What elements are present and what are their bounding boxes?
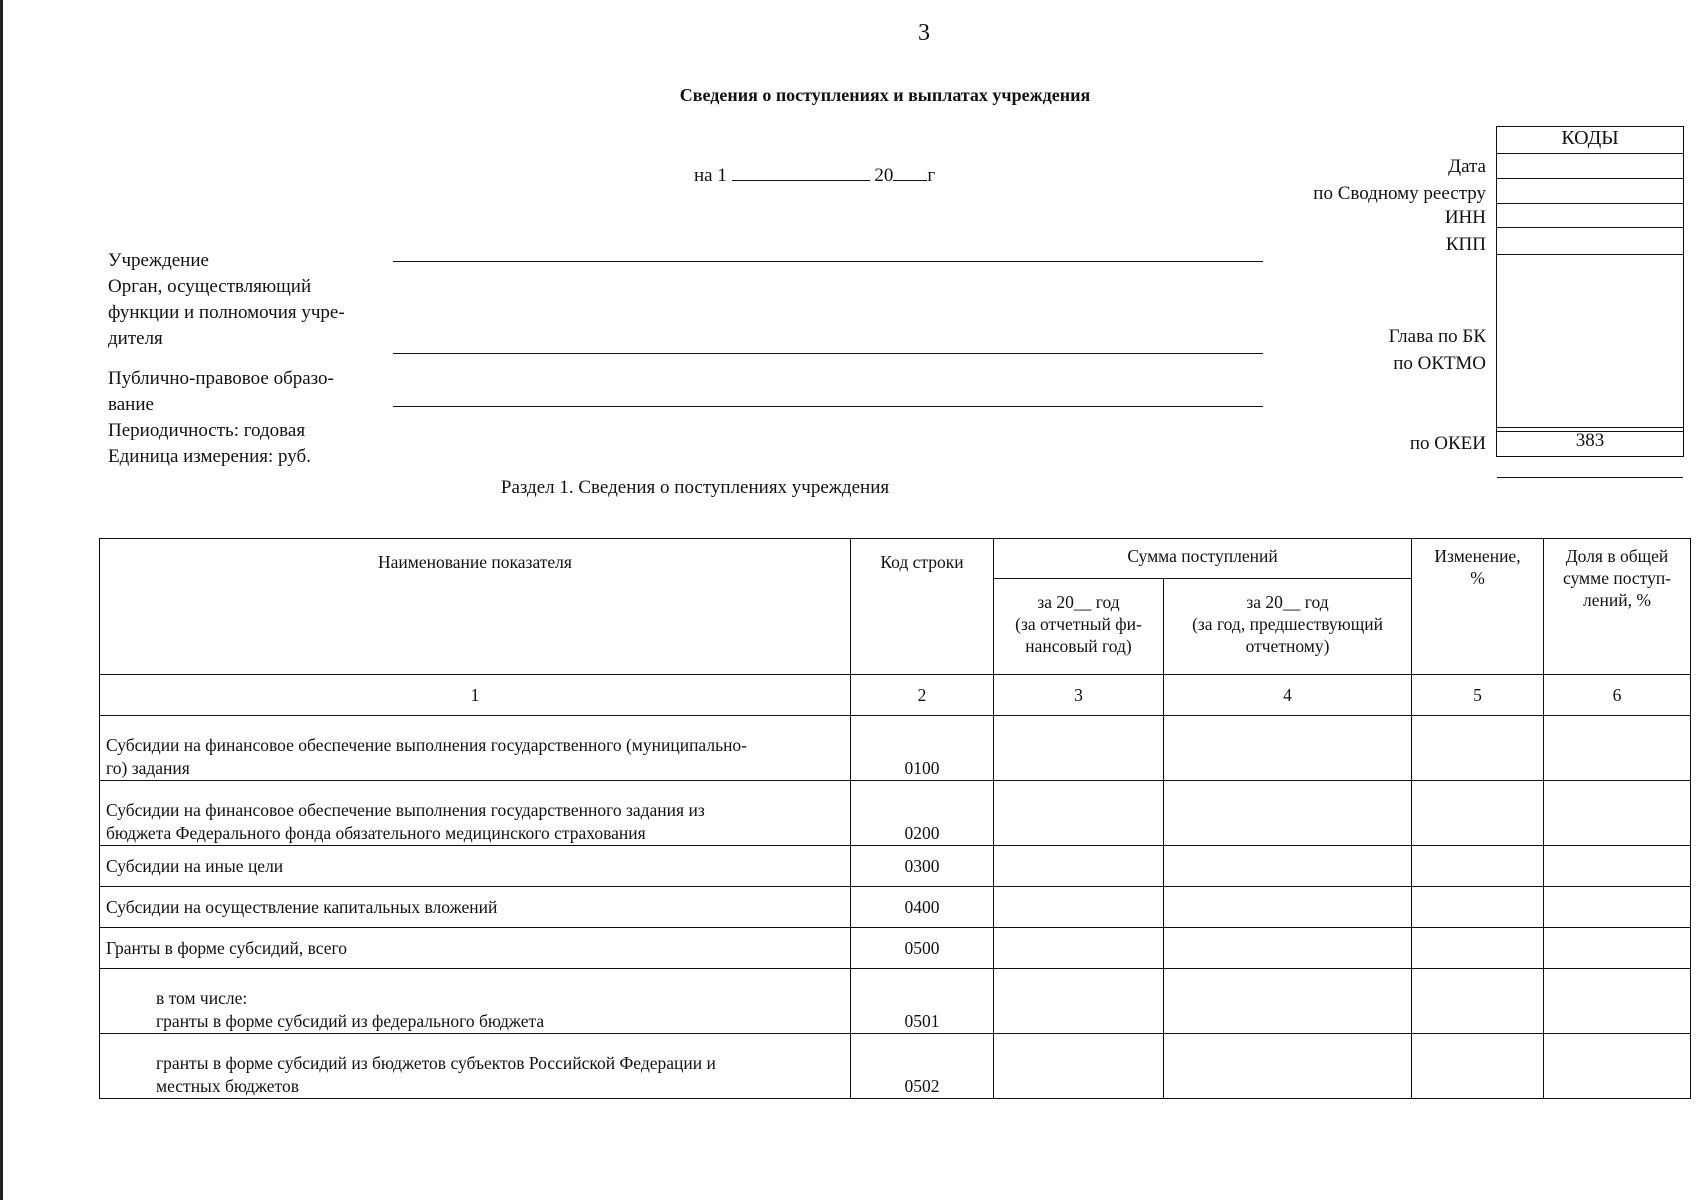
cell-change[interactable] bbox=[1412, 1034, 1544, 1099]
column-number: 5 bbox=[1412, 675, 1544, 716]
cell-change[interactable] bbox=[1412, 969, 1544, 1034]
codes-box bbox=[1496, 126, 1684, 457]
cell-sum-previous[interactable] bbox=[1164, 887, 1412, 928]
header-share bbox=[1544, 539, 1691, 675]
cell-sum-current[interactable] bbox=[994, 969, 1164, 1034]
cell-share[interactable] bbox=[1544, 887, 1691, 928]
section-title: Раздел 1. Сведения о поступлениях учреждения bbox=[500, 477, 890, 498]
row-name-line2: гранты в форме субсидий из федерального бюджета bbox=[156, 1011, 545, 1031]
cell-sum-previous[interactable] bbox=[1164, 969, 1412, 1034]
cell-sum-previous[interactable] bbox=[1164, 1034, 1412, 1099]
document-title: Сведения о поступлениях и выплатах учреждения bbox=[679, 85, 1091, 105]
row-name-line1: Субсидии на осуществление капитальных вложений bbox=[106, 896, 498, 917]
row-name-line1: Гранты в форме субсидий, всего bbox=[106, 937, 347, 958]
cell-share[interactable] bbox=[1544, 781, 1691, 846]
header-sum-previous-line1: за 20__ год bbox=[1246, 592, 1329, 612]
header-sum-previous bbox=[1164, 579, 1412, 675]
table-row bbox=[100, 887, 1691, 928]
column-number: 1 bbox=[100, 675, 851, 716]
row-code: 0501 bbox=[851, 969, 994, 1034]
header-code bbox=[851, 539, 994, 675]
column-numbers-row bbox=[100, 675, 1691, 716]
header-sum-previous-line2: (за год, предшествующий bbox=[1192, 614, 1383, 634]
periodicity-label: Периодичность: годовая bbox=[108, 420, 306, 441]
unit-label: Единица измерения: руб. bbox=[108, 446, 311, 467]
header-change-line2: % bbox=[1470, 568, 1485, 588]
code-label-registry: по Сводному реестру bbox=[1313, 183, 1486, 204]
row-name-line1: Субсидии на финансовое обеспечение выполнения государственного (муниципально- bbox=[106, 735, 748, 755]
cell-sum-current[interactable] bbox=[994, 781, 1164, 846]
codes-header: КОДЫ bbox=[1497, 127, 1683, 154]
row-name-line2: бюджета Федерального фонда обязательного медицинского страхования bbox=[106, 823, 646, 843]
row-code: 0200 bbox=[851, 781, 994, 846]
row-name-cell bbox=[100, 928, 851, 969]
receipts-table bbox=[99, 538, 1691, 1099]
cell-share[interactable] bbox=[1544, 928, 1691, 969]
column-number: 6 bbox=[1544, 675, 1691, 716]
cell-sum-current[interactable] bbox=[994, 887, 1164, 928]
header-sum-current bbox=[994, 579, 1164, 675]
row-name-line2: го) задания bbox=[106, 758, 190, 778]
row-name-cell bbox=[100, 887, 851, 928]
code-label-inn: ИНН bbox=[1444, 207, 1486, 228]
code-cell-inn[interactable] bbox=[1497, 204, 1683, 228]
table-row bbox=[100, 1034, 1691, 1099]
table-row bbox=[100, 969, 1691, 1034]
report-date-line bbox=[694, 163, 935, 187]
table-row bbox=[100, 846, 1691, 887]
table-row bbox=[100, 716, 1691, 781]
row-name-cell bbox=[100, 969, 851, 1034]
row-code: 0502 bbox=[851, 1034, 994, 1099]
public-entity-fill-line[interactable] bbox=[393, 406, 1263, 407]
code-label-glava-bk: Глава по БК bbox=[1388, 326, 1486, 347]
code-label-date: Дата bbox=[1448, 156, 1486, 177]
cell-sum-previous[interactable] bbox=[1164, 846, 1412, 887]
cell-change[interactable] bbox=[1412, 716, 1544, 781]
row-code: 0500 bbox=[851, 928, 994, 969]
header-share-line2: сумме поступ- bbox=[1562, 568, 1672, 588]
header-code-text: Код строки bbox=[880, 552, 964, 572]
header-name bbox=[100, 539, 851, 675]
cell-share[interactable] bbox=[1544, 846, 1691, 887]
founder-label-line2: функции и полномочия учре- bbox=[108, 302, 345, 323]
cell-sum-current[interactable] bbox=[994, 846, 1164, 887]
cell-share[interactable] bbox=[1544, 716, 1691, 781]
date-suffix: г bbox=[927, 165, 936, 186]
row-code: 0400 bbox=[851, 887, 994, 928]
header-sum-current-line2: (за отчетный фи- bbox=[1015, 614, 1142, 634]
public-entity-label-line2: вание bbox=[108, 394, 154, 415]
row-name-line2: местных бюджетов bbox=[156, 1076, 299, 1096]
date-year-prefix: 20 bbox=[874, 165, 894, 186]
code-label-okei: по ОКЕИ bbox=[1409, 433, 1486, 454]
code-cell-registry[interactable] bbox=[1497, 179, 1683, 204]
code-cell-kpp[interactable] bbox=[1497, 228, 1683, 255]
cell-sum-current[interactable] bbox=[994, 928, 1164, 969]
cell-sum-previous[interactable] bbox=[1164, 781, 1412, 846]
header-sum bbox=[994, 539, 1412, 579]
row-code: 0100 bbox=[851, 716, 994, 781]
institution-fill-line[interactable] bbox=[393, 261, 1263, 262]
row-name-line1: гранты в форме субсидий из бюджетов субъектов Российской Федерации и bbox=[156, 1053, 716, 1073]
cell-sum-current[interactable] bbox=[994, 716, 1164, 781]
cell-sum-previous[interactable] bbox=[1164, 928, 1412, 969]
header-name-text: Наименование показателя bbox=[378, 552, 572, 572]
cell-share[interactable] bbox=[1544, 1034, 1691, 1099]
header-change bbox=[1412, 539, 1544, 675]
founder-fill-line[interactable] bbox=[393, 353, 1263, 354]
cell-change[interactable] bbox=[1412, 928, 1544, 969]
row-name-line1: Субсидии на иные цели bbox=[106, 855, 284, 876]
date-year-field[interactable] bbox=[893, 163, 927, 181]
header-share-line1: Доля в общей bbox=[1565, 546, 1669, 566]
public-entity-label-line1: Публично-правовое образо- bbox=[108, 368, 334, 389]
header-sum-previous-line3: отчетному) bbox=[1245, 636, 1330, 656]
date-day-month-field[interactable] bbox=[732, 163, 870, 181]
founder-label-line3: дителя bbox=[108, 328, 163, 349]
row-name-line1: Субсидии на финансовое обеспечение выполнения государственного задания из bbox=[106, 800, 705, 820]
page-left-border bbox=[0, 0, 3, 1200]
cell-change[interactable] bbox=[1412, 781, 1544, 846]
cell-share[interactable] bbox=[1544, 969, 1691, 1034]
table-row bbox=[100, 928, 1691, 969]
cell-sum-previous[interactable] bbox=[1164, 716, 1412, 781]
header-share-line3: лений, % bbox=[1583, 590, 1651, 610]
table-row bbox=[100, 781, 1691, 846]
row-name-cell bbox=[100, 1034, 851, 1099]
header-sum-current-line1: за 20__ год bbox=[1037, 592, 1120, 612]
column-number: 2 bbox=[851, 675, 994, 716]
row-code: 0300 bbox=[851, 846, 994, 887]
cell-change[interactable] bbox=[1412, 846, 1544, 887]
column-number: 4 bbox=[1164, 675, 1412, 716]
date-prefix: на 1 bbox=[694, 165, 727, 186]
code-label-kpp: КПП bbox=[1445, 234, 1486, 255]
row-name-cell bbox=[100, 716, 851, 781]
code-cell-date[interactable] bbox=[1497, 154, 1683, 179]
header-sum-current-line3: нансовый год) bbox=[1025, 636, 1132, 656]
founder-label-line1: Орган, осуществляющий bbox=[108, 276, 312, 297]
institution-label: Учреждение bbox=[108, 250, 209, 271]
cell-change[interactable] bbox=[1412, 887, 1544, 928]
row-name-cell bbox=[100, 781, 851, 846]
row-name-line1: в том числе: bbox=[156, 988, 248, 1008]
page-number: 3 bbox=[918, 20, 930, 46]
code-label-oktmo: по ОКТМО bbox=[1393, 353, 1486, 374]
header-change-line1: Изменение, bbox=[1434, 546, 1521, 566]
header-sum-text: Сумма поступлений bbox=[1127, 546, 1278, 566]
column-number: 3 bbox=[994, 675, 1164, 716]
row-name-cell bbox=[100, 846, 851, 887]
code-cell-blank[interactable] bbox=[1497, 405, 1683, 432]
cell-sum-current[interactable] bbox=[994, 1034, 1164, 1099]
code-cell-okei: 383 bbox=[1575, 430, 1605, 451]
